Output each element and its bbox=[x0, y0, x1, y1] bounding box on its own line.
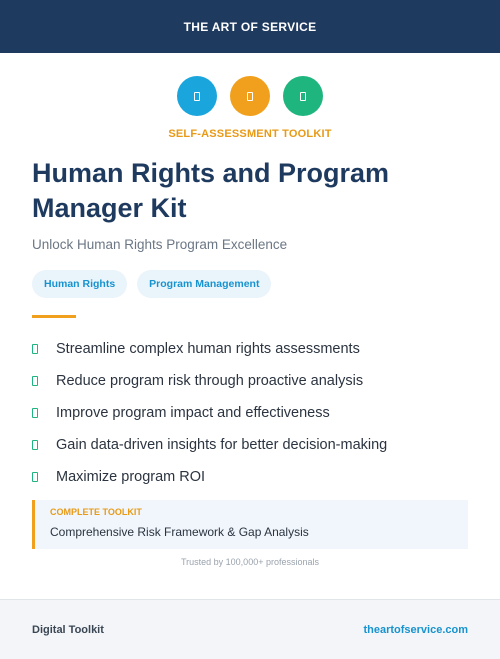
green-document-icon bbox=[283, 76, 323, 116]
website-link[interactable]: theartofservice.com bbox=[363, 623, 468, 636]
check-icon bbox=[32, 472, 38, 482]
list-item bbox=[32, 461, 472, 493]
benefit-text: Reduce program risk through proactive analysis bbox=[56, 373, 364, 389]
document-icon bbox=[300, 92, 306, 101]
icon-row bbox=[0, 76, 500, 116]
document-icon bbox=[247, 92, 253, 101]
toolkit-label: COMPLETE TOOLKIT bbox=[50, 507, 142, 517]
document-icon bbox=[194, 92, 200, 101]
complete-toolkit-callout bbox=[32, 500, 468, 549]
check-icon bbox=[32, 440, 38, 450]
orange-document-icon bbox=[230, 76, 270, 116]
subtitle: Unlock Human Rights Program Excellence bbox=[32, 237, 288, 252]
list-item bbox=[32, 397, 472, 429]
list-item bbox=[32, 365, 472, 397]
page-title: Human Rights and Program Manager Kit bbox=[32, 158, 390, 223]
accent-divider bbox=[32, 315, 76, 318]
footer bbox=[0, 599, 500, 659]
tag-list bbox=[32, 270, 271, 298]
trust-line: Trusted by 100,000+ professionals bbox=[180, 557, 319, 567]
benefit-text: Streamline complex human rights assessments bbox=[56, 341, 360, 357]
tag-program-management: Program Management bbox=[137, 270, 271, 298]
benefit-text: Maximize program ROI bbox=[56, 469, 206, 485]
list-item bbox=[32, 429, 472, 461]
list-item bbox=[32, 333, 472, 365]
benefit-text: Gain data-driven insights for better decision-making bbox=[56, 437, 388, 453]
eyebrow-label: SELF-ASSESSMENT TOOLKIT bbox=[168, 128, 332, 140]
benefit-text: Improve program impact and effectiveness bbox=[56, 405, 330, 421]
blue-document-icon bbox=[177, 76, 217, 116]
footer-label: Digital Toolkit bbox=[32, 623, 104, 636]
check-icon bbox=[32, 408, 38, 418]
brand-header bbox=[0, 0, 500, 53]
brand-name: THE ART OF SERVICE bbox=[183, 19, 317, 34]
check-icon bbox=[32, 344, 38, 354]
benefit-list bbox=[32, 333, 472, 493]
toolkit-description: Comprehensive Risk Framework & Gap Analysis bbox=[50, 525, 309, 539]
check-icon bbox=[32, 376, 38, 386]
tag-human-rights: Human Rights bbox=[32, 270, 127, 298]
